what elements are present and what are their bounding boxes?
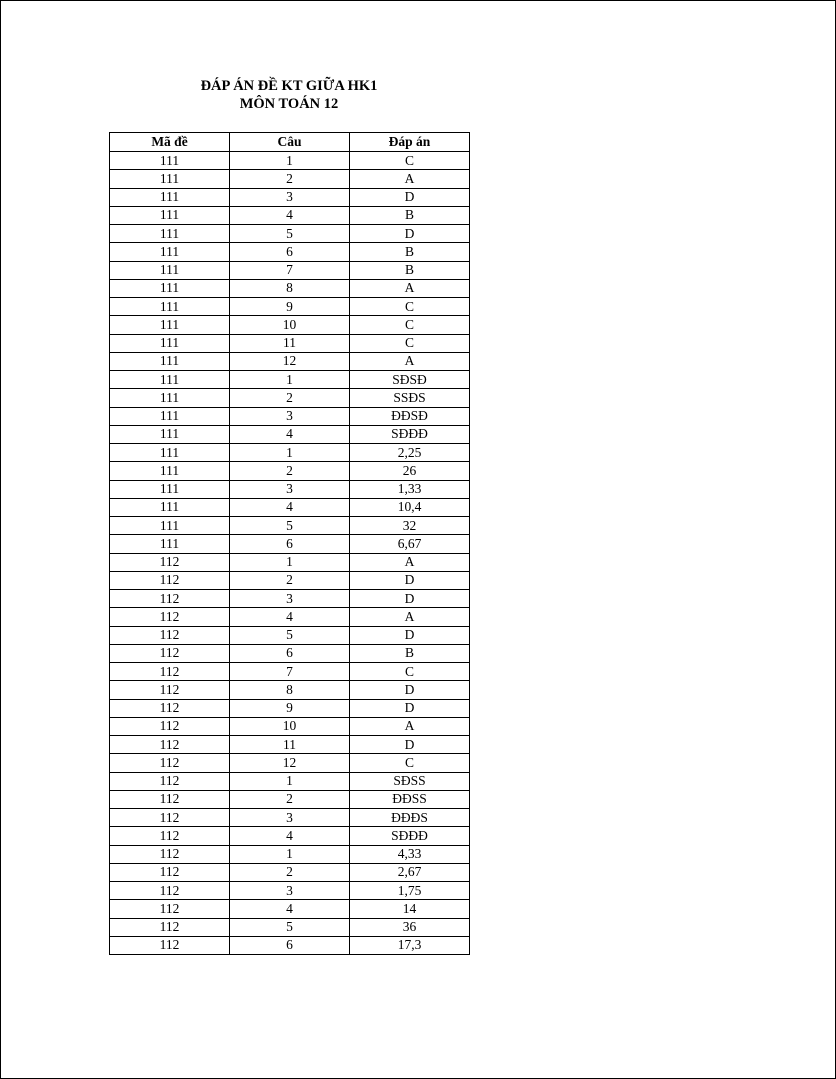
document-title [109,77,469,113]
cell-exam-code: 112 [110,845,230,863]
cell-answer: A [350,553,470,571]
cell-answer: SĐSS [350,772,470,790]
table-row [110,425,470,443]
cell-exam-code: 112 [110,736,230,754]
cell-question: 1 [230,845,350,863]
table-row [110,279,470,297]
cell-exam-code: 111 [110,279,230,297]
cell-answer: SĐĐĐ [350,827,470,845]
cell-exam-code: 111 [110,334,230,352]
cell-answer: D [350,699,470,717]
cell-answer: 2,67 [350,863,470,881]
table-row [110,334,470,352]
cell-answer: 6,67 [350,535,470,553]
table-row [110,188,470,206]
cell-answer: C [350,316,470,334]
cell-question: 10 [230,316,350,334]
table-row [110,152,470,170]
cell-exam-code: 112 [110,626,230,644]
cell-exam-code: 112 [110,772,230,790]
table-row [110,206,470,224]
cell-exam-code: 111 [110,225,230,243]
cell-answer: D [350,736,470,754]
cell-question: 4 [230,206,350,224]
cell-exam-code: 112 [110,918,230,936]
cell-exam-code: 112 [110,571,230,589]
table-row [110,754,470,772]
cell-question: 6 [230,243,350,261]
cell-answer: D [350,571,470,589]
cell-question: 8 [230,681,350,699]
cell-question: 7 [230,663,350,681]
table-row [110,681,470,699]
cell-question: 3 [230,882,350,900]
header-question: Câu [230,133,350,152]
cell-exam-code: 111 [110,480,230,498]
cell-exam-code: 112 [110,663,230,681]
cell-exam-code: 111 [110,206,230,224]
table-row [110,790,470,808]
cell-exam-code: 111 [110,498,230,516]
table-row [110,462,470,480]
cell-question: 12 [230,754,350,772]
cell-answer: 2,25 [350,444,470,462]
cell-exam-code: 111 [110,389,230,407]
table-row [110,608,470,626]
cell-question: 3 [230,188,350,206]
cell-exam-code: 112 [110,681,230,699]
cell-question: 4 [230,900,350,918]
cell-answer: B [350,243,470,261]
cell-exam-code: 111 [110,243,230,261]
cell-question: 3 [230,407,350,425]
cell-question: 5 [230,517,350,535]
cell-exam-code: 112 [110,699,230,717]
cell-exam-code: 111 [110,517,230,535]
table-row [110,498,470,516]
table-row [110,900,470,918]
table-row [110,480,470,498]
cell-question: 2 [230,170,350,188]
cell-question: 8 [230,279,350,297]
table-row [110,736,470,754]
cell-exam-code: 111 [110,407,230,425]
cell-exam-code: 112 [110,590,230,608]
cell-question: 4 [230,498,350,516]
table-row [110,644,470,662]
cell-exam-code: 112 [110,863,230,881]
cell-exam-code: 111 [110,352,230,370]
cell-answer: B [350,206,470,224]
cell-answer: D [350,225,470,243]
cell-exam-code: 112 [110,717,230,735]
cell-answer: C [350,754,470,772]
cell-exam-code: 111 [110,298,230,316]
table-row [110,553,470,571]
cell-answer: C [350,152,470,170]
cell-question: 3 [230,480,350,498]
cell-exam-code: 111 [110,316,230,334]
table-row [110,772,470,790]
cell-answer: 10,4 [350,498,470,516]
cell-exam-code: 111 [110,261,230,279]
table-row [110,717,470,735]
cell-answer: C [350,334,470,352]
cell-answer: D [350,681,470,699]
cell-exam-code: 112 [110,754,230,772]
cell-question: 3 [230,590,350,608]
cell-answer: ĐĐSĐ [350,407,470,425]
table-row [110,918,470,936]
table-body [110,152,470,955]
cell-answer: 4,33 [350,845,470,863]
cell-question: 6 [230,644,350,662]
cell-question: 9 [230,699,350,717]
cell-answer: 26 [350,462,470,480]
cell-question: 11 [230,334,350,352]
cell-exam-code: 112 [110,936,230,954]
cell-answer: A [350,717,470,735]
cell-exam-code: 111 [110,462,230,480]
title-line-1: ĐÁP ÁN ĐỀ KT GIỮA HK1 [200,78,378,94]
cell-question: 5 [230,918,350,936]
table-row [110,170,470,188]
table-row [110,444,470,462]
title-line-2: MÔN TOÁN 12 [239,96,339,112]
cell-question: 4 [230,425,350,443]
cell-exam-code: 111 [110,152,230,170]
cell-answer: A [350,170,470,188]
cell-question: 4 [230,608,350,626]
table-row [110,863,470,881]
cell-answer: 17,3 [350,936,470,954]
cell-exam-code: 111 [110,535,230,553]
table-row [110,225,470,243]
table-row [110,827,470,845]
cell-exam-code: 111 [110,170,230,188]
cell-question: 6 [230,535,350,553]
cell-exam-code: 112 [110,882,230,900]
cell-exam-code: 112 [110,608,230,626]
cell-exam-code: 112 [110,553,230,571]
table-row [110,882,470,900]
cell-question: 1 [230,371,350,389]
cell-exam-code: 111 [110,444,230,462]
cell-question: 2 [230,790,350,808]
table-row [110,535,470,553]
header-answer: Đáp án [350,133,470,152]
table-row [110,517,470,535]
cell-exam-code: 112 [110,809,230,827]
cell-answer: B [350,261,470,279]
cell-answer: 36 [350,918,470,936]
cell-question: 9 [230,298,350,316]
header-exam-code: Mã đề [110,133,230,152]
table-row [110,389,470,407]
cell-answer: 1,33 [350,480,470,498]
cell-answer: ĐĐSS [350,790,470,808]
cell-question: 5 [230,626,350,644]
cell-exam-code: 112 [110,900,230,918]
table-row [110,571,470,589]
table-row [110,298,470,316]
cell-exam-code: 112 [110,790,230,808]
cell-question: 2 [230,863,350,881]
cell-question: 4 [230,827,350,845]
cell-answer: 1,75 [350,882,470,900]
table-row [110,809,470,827]
cell-question: 2 [230,462,350,480]
cell-answer: B [350,644,470,662]
cell-question: 11 [230,736,350,754]
cell-question: 1 [230,772,350,790]
cell-answer: D [350,188,470,206]
cell-answer: 32 [350,517,470,535]
cell-answer: D [350,626,470,644]
cell-exam-code: 111 [110,188,230,206]
table-row [110,352,470,370]
table-row [110,316,470,334]
cell-question: 7 [230,261,350,279]
table-row [110,936,470,954]
cell-exam-code: 112 [110,644,230,662]
cell-question: 12 [230,352,350,370]
cell-answer: SĐSĐ [350,371,470,389]
cell-answer: A [350,279,470,297]
cell-exam-code: 112 [110,827,230,845]
cell-question: 3 [230,809,350,827]
cell-question: 1 [230,553,350,571]
table-header-row [110,133,470,152]
answer-table [109,132,470,955]
cell-answer: C [350,298,470,316]
table-row [110,845,470,863]
cell-answer: SĐĐĐ [350,425,470,443]
cell-answer: SSĐS [350,389,470,407]
cell-question: 6 [230,936,350,954]
table-row [110,590,470,608]
cell-question: 2 [230,389,350,407]
cell-answer: ĐĐĐS [350,809,470,827]
cell-exam-code: 111 [110,425,230,443]
table-row [110,663,470,681]
table-row [110,371,470,389]
table-row [110,261,470,279]
table-row [110,243,470,261]
table-row [110,699,470,717]
table-row [110,626,470,644]
cell-answer: A [350,608,470,626]
cell-exam-code: 111 [110,371,230,389]
cell-question: 5 [230,225,350,243]
cell-question: 10 [230,717,350,735]
cell-answer: 14 [350,900,470,918]
cell-question: 2 [230,571,350,589]
cell-question: 1 [230,444,350,462]
cell-answer: A [350,352,470,370]
cell-answer: D [350,590,470,608]
cell-answer: C [350,663,470,681]
table-row [110,407,470,425]
cell-question: 1 [230,152,350,170]
